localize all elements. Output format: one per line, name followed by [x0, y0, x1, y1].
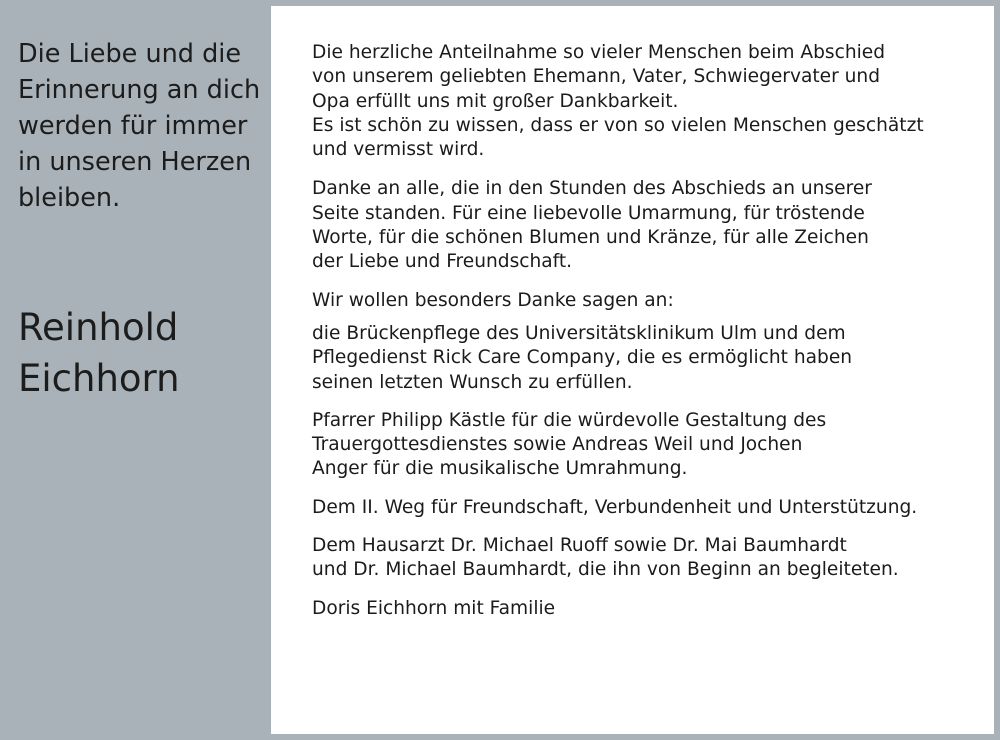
quote-line: Erinnerung an dich: [18, 75, 261, 105]
thanks-clergy-music: [312, 409, 992, 482]
text-line: Wir wollen besonders Danke sagen an:: [312, 289, 674, 311]
text-line: Opa erfüllt uns mit großer Dankbarkeit.: [312, 90, 679, 112]
deceased-name: [18, 302, 180, 404]
text-line: und vermisst wird.: [312, 139, 485, 161]
thanks-doctors: [312, 534, 992, 583]
thank-you-text: [312, 41, 992, 621]
signature-text: Doris Eichhorn mit Familie: [312, 597, 556, 619]
paragraph-sympathy: [312, 41, 992, 162]
memorial-quote: [18, 36, 268, 216]
text-line: und Dr. Michael Baumhardt, die ihn von Beginn an begleiteten.: [312, 559, 899, 581]
quote-line: in unseren Herzen: [18, 147, 252, 177]
text-line: die Brückenpflege des Universitätsklinikum Ulm und dem: [312, 322, 846, 344]
paragraph-thanks-all: [312, 177, 992, 274]
thanks-friendship: [312, 496, 992, 520]
text-line: der Liebe und Freundschaft.: [312, 251, 573, 273]
quote-line: bleiben.: [18, 183, 121, 213]
text-line: Die herzliche Anteilnahme so vieler Menschen beim Abschied: [312, 42, 886, 63]
left-panel: [6, 6, 271, 734]
text-line: Danke an alle, die in den Stunden des Abschieds an unserer: [312, 178, 872, 200]
thanks-care-services: [312, 322, 992, 395]
text-line: seinen letzten Wunsch zu erfüllen.: [312, 371, 633, 393]
text-line: Es ist schön zu wissen, dass er von so vielen Menschen geschätzt: [312, 114, 924, 136]
quote-line: werden für immer: [18, 111, 248, 141]
thanks-intro: [312, 289, 992, 313]
last-name: Eichhorn: [18, 357, 180, 400]
signature: [312, 597, 992, 621]
text-line: Dem II. Weg für Freundschaft, Verbundenheit und Unterstützung.: [312, 496, 918, 518]
text-line: Pfarrer Philipp Kästle für die würdevolle Gestaltung des: [312, 409, 827, 431]
quote-line: Die Liebe und die: [18, 39, 242, 69]
text-line: von unserem geliebten Ehemann, Vater, Schwiegervater und: [312, 66, 881, 88]
first-name: Reinhold: [18, 306, 179, 349]
text-line: Seite standen. Für eine liebevolle Umarmung, für tröstende: [312, 202, 865, 224]
text-line: Worte, für die schönen Blumen und Kränze, für alle Zeichen: [312, 227, 869, 249]
text-line: Pflegedienst Rick Care Company, die es ermöglicht haben: [312, 347, 853, 369]
text-line: Dem Hausarzt Dr. Michael Ruoff sowie Dr. Mai Baumhardt: [312, 535, 847, 557]
text-line: Trauergottesdienstes sowie Andreas Weil und Jochen: [312, 434, 803, 456]
text-line: Anger für die musikalische Umrahmung.: [312, 458, 688, 480]
